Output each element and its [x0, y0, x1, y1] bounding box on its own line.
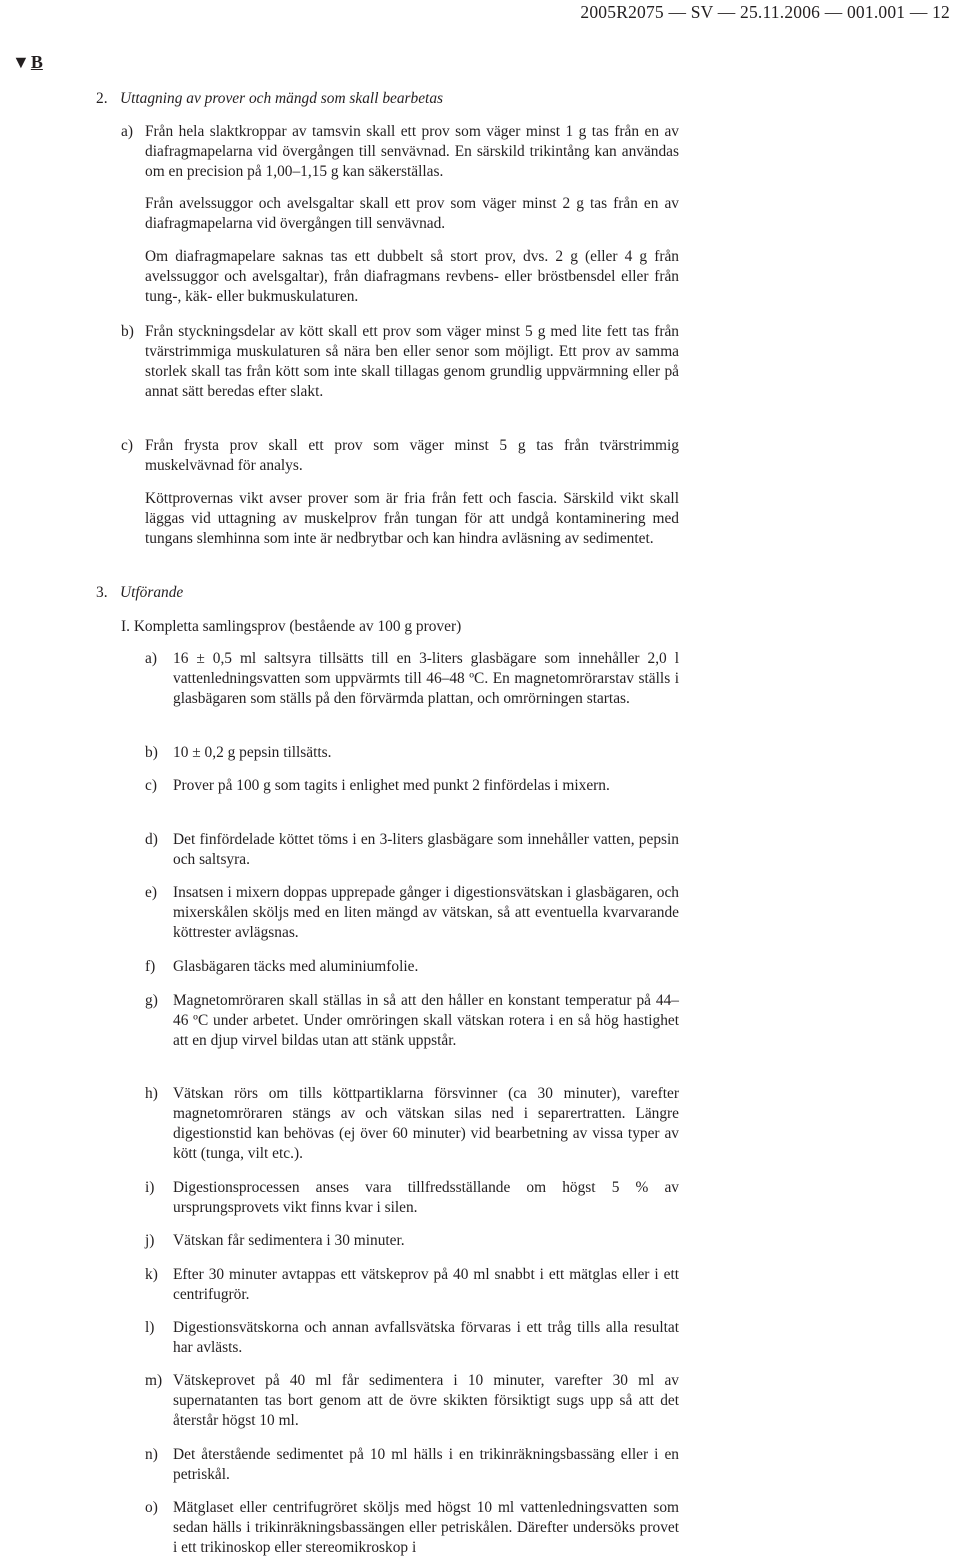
step-g: [145, 991, 679, 1051]
step-text: Insatsen i mixern doppas upprepade gånger i digestionsvätskan i glasbägaren, och mixerskålen sköljs med en liten mängd av vätskan, så att eventuella kvarvarande köttrester avlägsnas.: [173, 884, 679, 941]
step-d: [145, 830, 679, 870]
step-m: [145, 1371, 679, 1431]
item-a-paragraph-3: Om diafragmapelare saknas tas ett dubbelt så stort prov, dvs. 2 g (eller 4 g från avelssuggor och avelsgaltar), från diafragmans revbens- eller bröstbensdel eller från tung-, käk- eller bukmuskulaturen.: [145, 248, 679, 305]
triangle-down-icon: ▼: [12, 52, 30, 72]
section-2-item-c: [121, 436, 679, 476]
step-label: b): [145, 744, 158, 761]
step-text: Magnetomröraren skall ställas in så att den håller en konstant temperatur på 44–46 ºC under arbetet. Under omröringen skall vätskan rotera i en så hög hastighet att en djup virvel bildas utan att stänk uppstår.: [173, 992, 679, 1049]
step-text: Det återstående sedimentet på 10 ml hälls i en trikinräkningsbassäng eller i en petriskål.: [173, 1446, 679, 1483]
item-a-paragraph-2: Från avelssuggor och avelsgaltar skall ett prov som väger minst 2 g tas från en av diafragmapelarna vid övergången till senvävnad.: [145, 195, 679, 232]
document-header: 2005R2075 — SV — 25.11.2006 — 001.001 — 12: [580, 2, 950, 22]
step-b: [145, 743, 679, 763]
section-3-heading: [96, 583, 183, 603]
item-label: b): [121, 323, 134, 340]
step-o: [145, 1498, 679, 1558]
step-text: Mätglaset eller centrifugröret sköljs med högst 10 ml vattenledningsvatten som sedan hälls i trikinräkningsbassängen eller petriskålen. Därefter undersöks provet i ett trikinoskop eller stereomikroskop i: [173, 1499, 679, 1556]
step-label: o): [145, 1499, 158, 1516]
step-label: d): [145, 831, 158, 848]
step-f: [145, 957, 679, 977]
subsection-heading: I. Kompletta samlingsprov (bestående av 100 g prover): [121, 618, 462, 635]
section-2-heading: [96, 89, 443, 109]
section-3-number: 3.: [96, 584, 108, 601]
section-3-title: Utförande: [120, 584, 184, 601]
section-2-item-a: [121, 122, 679, 182]
step-text: Prover på 100 g som tagits i enlighet med punkt 2 finfördelas i mixern.: [173, 777, 610, 794]
step-text: Vätskeprovet på 40 ml får sedimentera i 10 minuter, varefter 30 ml av supernatanten tas bort genom att de övre skikten försiktigt sugs upp så att det återstår högst 10 ml.: [173, 1372, 679, 1429]
step-text: Vätskan får sedimentera i 30 minuter.: [173, 1232, 405, 1249]
step-text: Digestionsvätskorna och annan avfallsvätska förvaras i ett tråg tills alla resultat har avlästs.: [173, 1319, 679, 1356]
step-text: 16 ± 0,5 ml saltsyra tillsätts till en 3-liters glasbägare som innehåller 2,0 l vattenledningsvatten som uppvärmts till 46–48 ºC. En magnetomrörarstav ställs i glasbägaren som ställs på den förvärmda plattan, och omrörningen startas.: [173, 650, 679, 707]
section-2-item-b: [121, 322, 679, 402]
step-e: [145, 883, 679, 943]
step-text: Vätskan rörs om tills köttpartiklarna försvinner (ca 30 minuter), varefter magnetomröraren stängs av och vätskan silas ned i separertratten. Längre digestionstid kan behövas (ej över 60 minuter) vid bearbetning av vissa typer av kött (tunga, vilt etc.).: [173, 1085, 679, 1162]
step-label: k): [145, 1266, 158, 1283]
step-label: j): [145, 1232, 155, 1249]
step-text: Glasbägaren täcks med aluminiumfolie.: [173, 958, 419, 975]
step-label: a): [145, 650, 157, 667]
marker-letter: B: [30, 52, 43, 72]
step-a: [145, 649, 679, 709]
section-2-note: Köttprovernas vikt avser prover som är fria från fett och fascia. Särskild vikt skall läggas vid uttagning av muskelprov från tungan för att undgå kontaminering med tungans slemhinna som inte är nedbrytbar och kan hindra avläsning av sedimentet.: [145, 490, 679, 547]
step-h: [145, 1084, 679, 1164]
step-text: Digestionsprocessen anses vara tillfredsställande om högst 5 % av ursprungsprovets vikt finns kvar i silen.: [173, 1179, 679, 1216]
step-label: f): [145, 958, 156, 975]
step-label: g): [145, 992, 158, 1009]
step-label: n): [145, 1446, 158, 1463]
item-a-paragraph-1: Från hela slaktkroppar av tamsvin skall ett prov som väger minst 1 g tas från en av diafragmapelarna vid övergången till senvävnad. En särskild trikintång kan användas om en precision på 1,00–1,15 g kan säkerställas.: [145, 123, 679, 180]
item-label: a): [121, 123, 133, 140]
step-i: [145, 1178, 679, 1218]
step-text: Efter 30 minuter avtappas ett vätskeprov på 40 ml snabbt i ett mätglas eller i ett centrifugrör.: [173, 1266, 679, 1303]
step-label: h): [145, 1085, 158, 1102]
step-text: 10 ± 0,2 g pepsin tillsätts.: [173, 744, 332, 761]
section-2-title: Uttagning av prover och mängd som skall bearbetas: [120, 90, 444, 107]
step-label: e): [145, 884, 157, 901]
section-2-number: 2.: [96, 90, 108, 107]
step-c: [145, 776, 679, 796]
step-label: l): [145, 1319, 155, 1336]
step-j: [145, 1231, 679, 1251]
step-label: i): [145, 1179, 155, 1196]
step-n: [145, 1445, 679, 1485]
item-text: Från frysta prov skall ett prov som väger minst 5 g tas från tvärstrimmig muskelvävnad för analys.: [145, 437, 679, 474]
step-l: [145, 1318, 679, 1358]
step-label: c): [145, 777, 157, 794]
step-k: [145, 1265, 679, 1305]
item-text: Från styckningsdelar av kött skall ett prov som väger minst 5 g med lite fett tas från tvärstrimmiga muskulaturen så nära ben eller senor som möjligt. Ett prov av samma storlek skall tas från kött som inte skall tillagas genom grundlig uppvärmning eller på annat sätt beredas efter slakt.: [145, 323, 679, 400]
step-text: Det finfördelade köttet töms i en 3-liters glasbägare som innehåller vatten, pepsin och saltsyra.: [173, 831, 679, 868]
amendment-marker: [12, 52, 43, 72]
step-label: m): [145, 1372, 163, 1389]
item-label: c): [121, 437, 133, 454]
